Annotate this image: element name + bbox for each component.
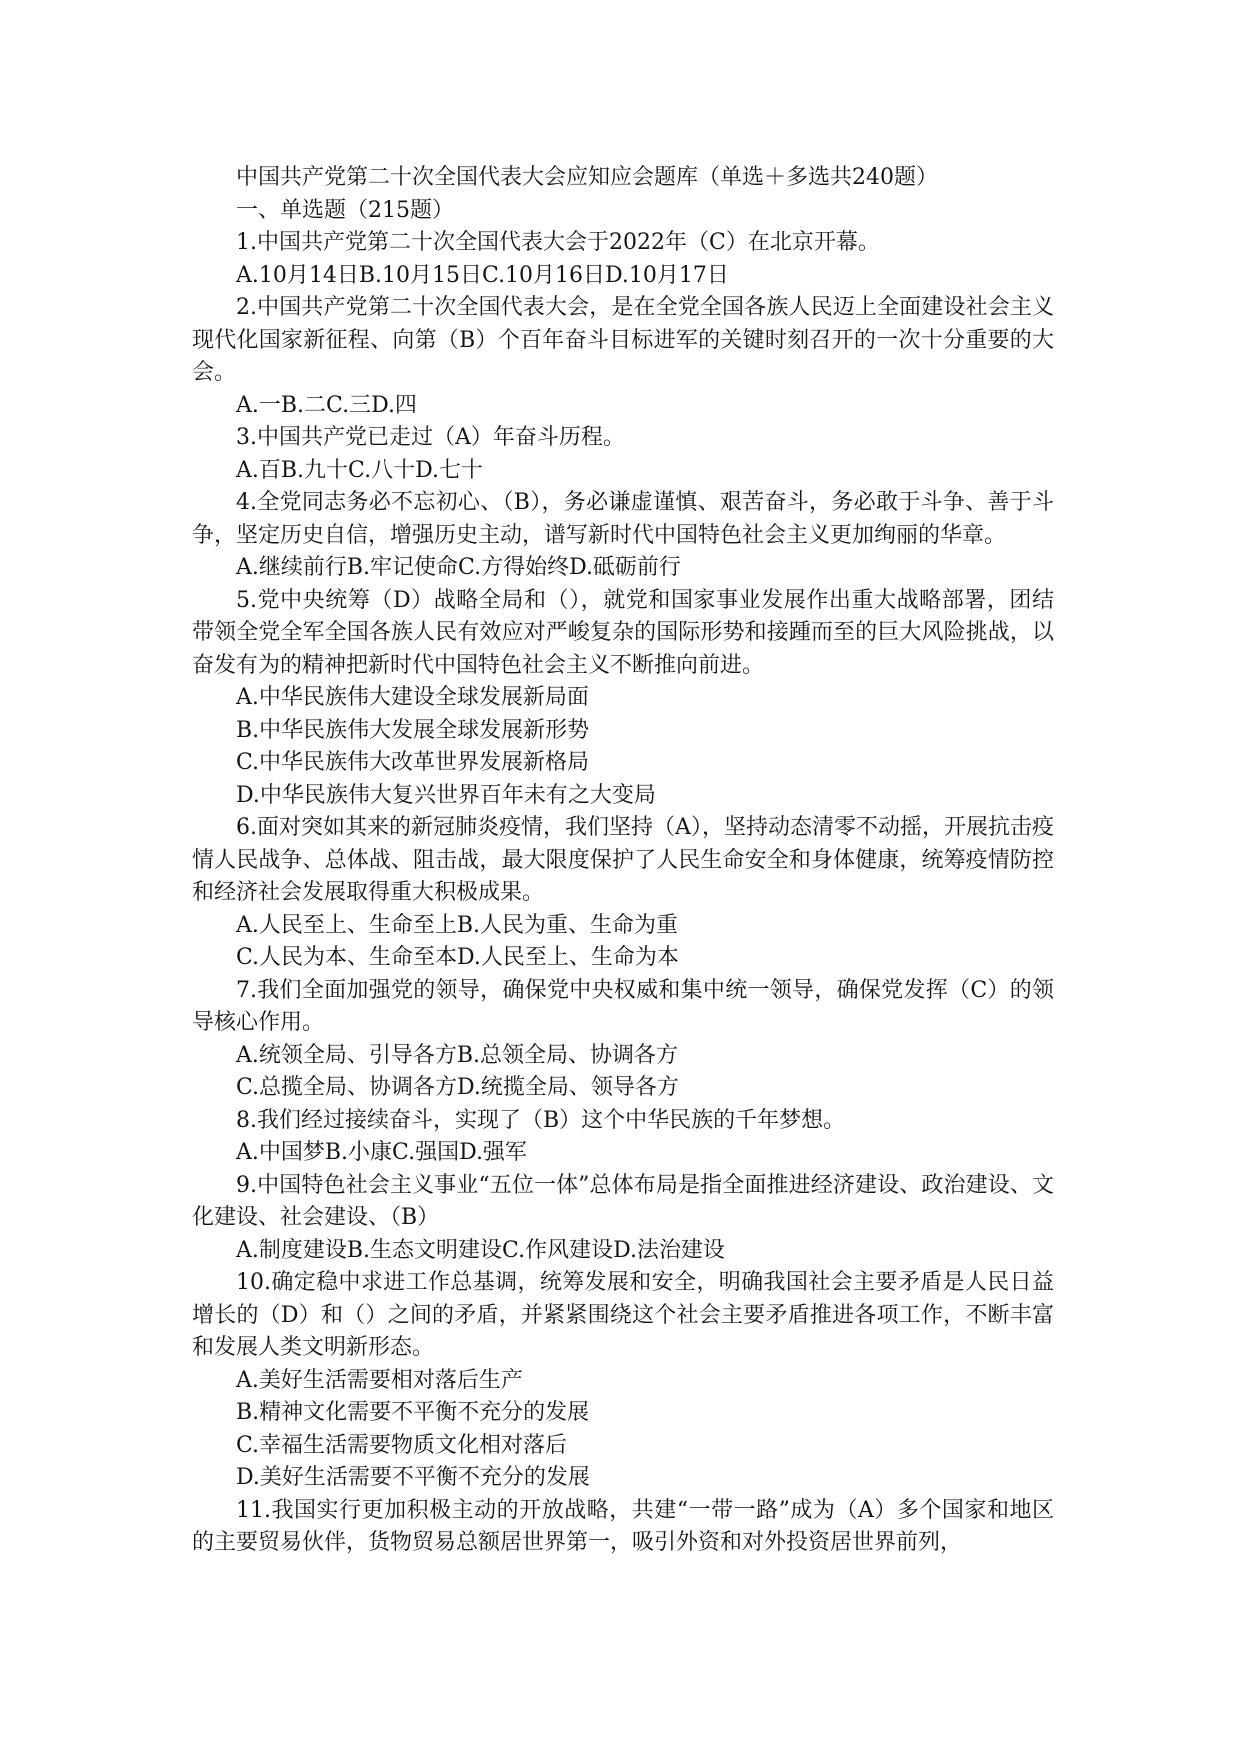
answer-option: B.中华民族伟大发展全球发展新形势 xyxy=(236,717,590,743)
answer-option: D.美好生活需要不平衡不充分的发展 xyxy=(236,1465,590,1490)
answer-option: A.中华民族伟大建设全球发展新局面 xyxy=(236,685,589,710)
question-text: 7.我们全面加强党的领导，确保党中央权威和集中统一领导，确保党发挥（C）的领导核心作用。 xyxy=(192,977,1054,1035)
answer-options: A.统领全局、引导各方B.总领全局、协调各方 xyxy=(236,1042,679,1068)
question-text: 6.面对突如其来的新冠肺炎疫情，我们坚持（A），坚持动态清零不动摇，开展抗击疫情人民战争、总体战、阻击战，最大限度保护了人民生命安全和身体健康，统筹疫情防控和经济社会发展取得重大积极成果。 xyxy=(192,815,1054,905)
answer-option: C.中华民族伟大改革世界发展新格局 xyxy=(236,750,590,775)
question-text: 8.我们经过接续奋斗，实现了（B）这个中华民族的千年梦想。 xyxy=(236,1107,846,1133)
section-heading: 一、单选题（215题） xyxy=(236,197,454,223)
question-text: 10.确定稳中求进工作总基调，统筹发展和安全，明确我国社会主要矛盾是人民日益增长的（D）和（）之间的矛盾，并紧紧围绕这个社会主要矛盾推进各项工作，不断丰富和发展人类文明新形态。 xyxy=(192,1270,1054,1360)
answer-options: A.制度建设B.生态文明建设C.作风建设D.法治建设 xyxy=(236,1237,725,1263)
answer-options: A.10月14日B.10月15日C.10月16日D.10月17日 xyxy=(236,262,729,288)
document-body xyxy=(192,162,1054,1560)
answer-option: B.精神文化需要不平衡不充分的发展 xyxy=(236,1400,590,1425)
answer-options: A.一B.二C.三D.四 xyxy=(236,392,417,418)
question-text: 9.中国特色社会主义事业“五位一体”总体布局是指全面推进经济建设、政治建设、文化建设、社会建设、（B） xyxy=(192,1172,1054,1230)
answer-options: A.继续前行B.牢记使命C.方得始终D.砥砺前行 xyxy=(236,555,681,580)
answer-options: C.总揽全局、协调各方D.统揽全局、领导各方 xyxy=(236,1075,679,1100)
answer-options: A.人民至上、生命至上B.人民为重、生命为重 xyxy=(236,912,679,938)
answer-option: D.中华民族伟大复兴世界百年未有之大变局 xyxy=(236,782,656,808)
document-title: 中国共产党第二十次全国代表大会应知应会题库（单选＋多选共240题） xyxy=(236,165,938,190)
answer-options: A.百B.九十C.八十D.七十 xyxy=(236,457,483,483)
answer-options: A.中国梦B.小康C.强国D.强军 xyxy=(236,1140,527,1165)
question-text: 3.中国共产党已走过（A）年奋斗历程。 xyxy=(236,425,625,450)
question-text: 1.中国共产党第二十次全国代表大会于2022年（C）在北京开幕。 xyxy=(236,230,880,255)
answer-option: C.幸福生活需要物质文化相对落后 xyxy=(236,1432,568,1458)
question-text: 11.我国实行更加积极主动的开放战略，共建“一带一路”成为（A）多个国家和地区的主要贸易伙伴，货物贸易总额居世界第一，吸引外资和对外投资居世界前列， xyxy=(192,1497,1054,1555)
answer-options: C.人民为本、生命至本D.人民至上、生命为本 xyxy=(236,945,679,970)
question-text: 4.全党同志务必不忘初心、（B），务必谦虚谨慎、艰苦奋斗，务必敢于斗争、善于斗争，坚定历史自信，增强历史主动，谱写新时代中国特色社会主义更加绚丽的华章。 xyxy=(192,490,1054,548)
question-text: 5.党中央统筹（D）战略全局和（），就党和国家事业发展作出重大战略部署，团结带领全党全军全国各族人民有效应对严峻复杂的国际形势和接踵而至的巨大风险挑战，以奋发有为的精神把新时代中国特色社会主义不断推向前进。 xyxy=(192,587,1054,678)
answer-option: A.美好生活需要相对落后生产 xyxy=(236,1367,523,1393)
question-text: 2.中国共产党第二十次全国代表大会，是在全党全国各族人民迈上全面建设社会主义现代化国家新征程、向第（B）个百年奋斗目标进军的关键时刻召开的一次十分重要的大会。 xyxy=(192,295,1054,385)
